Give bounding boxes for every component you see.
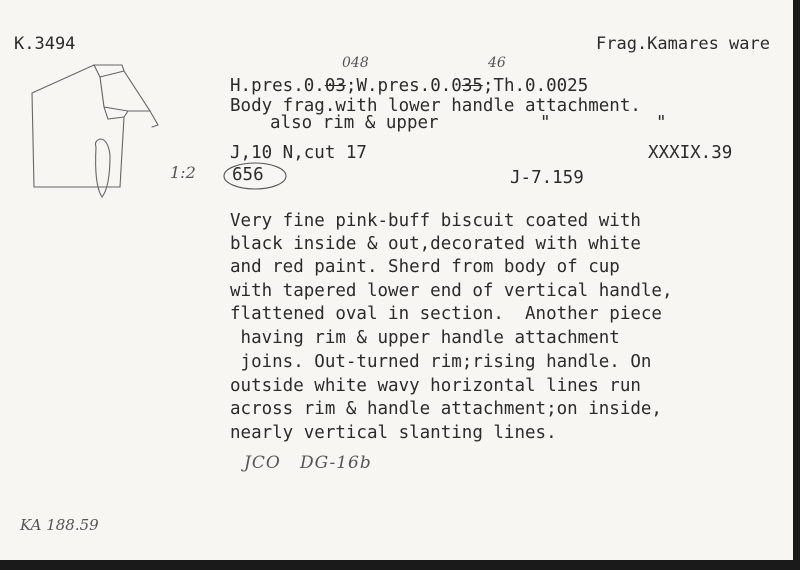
width-prefix: ;W.pres.0.0 — [345, 76, 462, 96]
body-line: joins. Out-turned rim;rising handle. On — [230, 352, 652, 372]
cataloger-initials: JCO DG-16b — [244, 453, 372, 473]
ditto-mark-2: " — [656, 113, 667, 133]
width-struck-value: 35 — [461, 76, 483, 96]
dimensions-line — [230, 78, 588, 96]
description-line-1: Body frag.with lower handle attachment. — [230, 96, 641, 116]
findspot: J,10 N,cut 17 — [230, 143, 367, 163]
object-class: Frag.Kamares ware — [596, 34, 770, 54]
body-line: having rim & upper handle attachment — [230, 328, 620, 348]
body-line: flattened oval in section. Another piece — [230, 304, 662, 324]
width-correction: 46 — [488, 55, 506, 71]
ditto-mark-1: " — [540, 113, 551, 133]
date-found: XXXIX.39 — [648, 143, 733, 163]
body-line: outside white wavy horizontal lines run — [230, 376, 641, 396]
sherd-sketch — [20, 55, 170, 205]
body-line: nearly vertical slanting lines. — [230, 423, 557, 443]
body-line: with tapered lower end of vertical handle, — [230, 281, 673, 301]
inventory-number: 656 — [232, 165, 264, 185]
height-struck-value: 03 — [324, 76, 346, 96]
height-correction: 048 — [342, 55, 369, 71]
catalog-number: K.3494 — [14, 34, 76, 54]
bottom-note: KA 188.59 — [20, 516, 99, 534]
height-prefix: H.pres.0. — [230, 76, 325, 96]
body-line: and red paint. Sherd from body of cup — [230, 257, 620, 277]
body-line: black inside & out,decorated with white — [230, 234, 641, 254]
description-line-2: also rim & upper — [270, 113, 439, 133]
thickness: ;Th.0.0025 — [482, 76, 589, 96]
reference-number: J-7.159 — [510, 168, 584, 188]
body-line: Very fine pink-buff biscuit coated with — [230, 211, 641, 231]
scale-note: 1:2 — [170, 163, 196, 182]
body-line: across rim & handle attachment;on inside, — [230, 399, 662, 419]
